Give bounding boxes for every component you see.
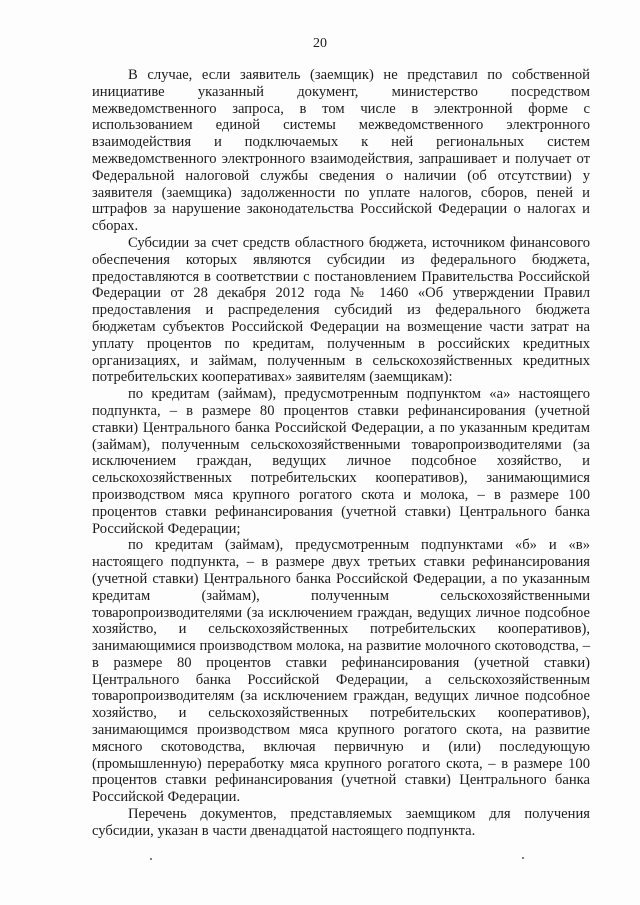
scan-speck: [150, 858, 152, 860]
page-number: 20: [313, 36, 327, 51]
paragraph-subsidies-source: Субсидии за счет средств областного бюджета, источником финансового обеспечения которых являются субсидии из федерального бюджета, предоставляются в соответствии с постановлением Правительства Российской Федерации от 28 декабря 2012 года № 1460 «Об утверждении Правил предоставления и распределения субсидий из федерального бюджета бюджетам субъектов Российской Федерации на возмещение части затрат на уплату процентов по кредитам, полученным в российских кредитных организациях, и займам, полученным в сельскохозяйственных кредитных потребительских кооперативах» заявителям (заемщикам):: [92, 234, 590, 386]
paragraph-loans-subpoints-b-v: по кредитам (займам), предусмотренным подпунктами «б» и «в» настоящего подпункта, – в размере двух третьих ставки рефинансирования (учетной ставки) Центрального банка Российской Федерации, а по указанным кредитам (займам), полученным сельскохозяйственными товаропроизводителями (за исключением граждан, ведущих личное подсобное хозяйство, и сельскохозяйственных потребительских кооперативов), занимающимися производством молока, на развитие молочного скотоводства, – в размере 80 процентов ставки рефинансирования (учетной ставки) Центрального банка Российской Федерации, а сельскохозяйственным товаропроизводителям (за исключением граждан, ведущих личное подсобное хозяйство, и сельскохозяйственных потребительских кооперативов), занимающимся производством мяса крупного рогатого скота, на развитие мясного скотоводства, включая первичную и (или) последующую (промышленную) переработку мяса крупного рогатого скота, – в размере 100 процентов ставки рефинансирования (учетной ставки) Центрального банка Российской Федерации.: [92, 537, 590, 806]
document-body: [92, 67, 590, 840]
paragraph-tax-inquiry: В случае, если заявитель (заемщик) не представил по собственной инициативе указанный документ, министерство посредством межведомственного запроса, в том числе в электронной форме с использованием единой системы межведомственного электронного взаимодействия и подключаемых к ней региональных систем межведомственного электронного взаимодействия, запрашивает и получает от Федеральной налоговой службы сведения о наличии (об отсутствии) у заявителя (заемщика) задолженности по уплате налогов, сборов, пеней и штрафов за нарушение законодательства Российской Федерации о налогах и сборах.: [92, 67, 590, 235]
paragraph-documents-list: Перечень документов, представляемых заемщиком для получения субсидии, указан в части двенадцатой настоящего подпункта.: [92, 806, 590, 839]
paragraph-loans-subpoint-a: по кредитам (займам), предусмотренным подпунктом «а» настоящего подпункта, – в размере 80 процентов ставки рефинансирования (учетной ставки) Центрального банка Российской Федерации, а по указанным кредитам (займам), полученным сельскохозяйственными товаропроизводителями (за исключением граждан, ведущих личное подсобное хозяйство, и сельскохозяйственных потребительских кооперативов), занимающимися производством мяса крупного рогатого скота и молока, – в размере 100 процентов ставки рефинансирования (учетной ставки) Центрального банка Российской Федерации;: [92, 386, 590, 537]
scan-speck: [522, 857, 524, 859]
